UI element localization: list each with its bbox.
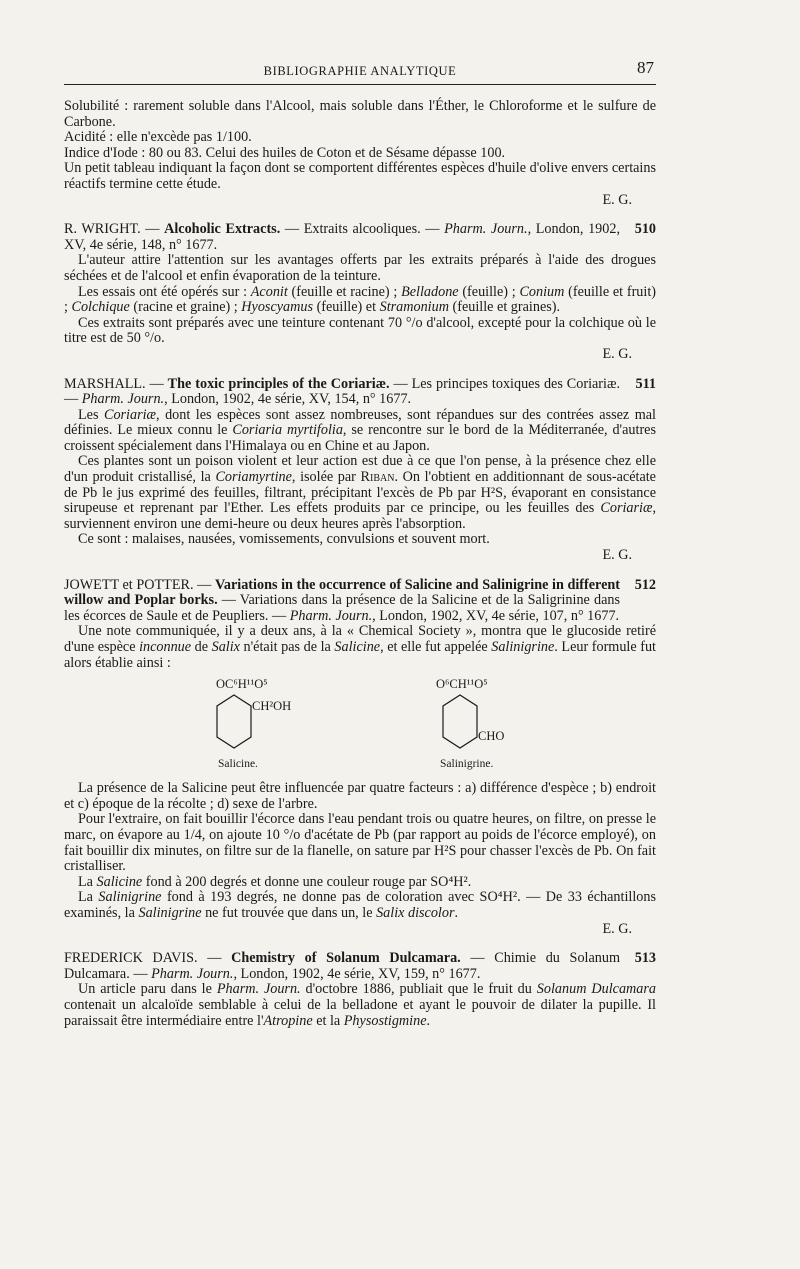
entry-512-journal: Pharm. Journ.	[289, 607, 373, 624]
entry-510-para-1: L'auteur attire l'attention sur les avantages offerts par les extraits préparés à l'aide des drogues séchées et de l'alcool et enfin évaporation de la teinture.	[64, 252, 656, 284]
entry-513-ref: , London, 1902, 4e série, XV, 159, n° 1677.	[233, 965, 481, 982]
entry-511-ref: , London, 1902, 4e série, XV, 154, n° 1677.	[164, 391, 412, 408]
intro-solubility: Solubilité : rarement soluble dans l'Alcool, mais soluble dans l'Éther, le Chloroforme et le sulfure de Carbone.	[64, 98, 656, 130]
entry-511-title: The toxic principles of the Coriariæ.	[167, 375, 390, 392]
salicine-structure	[204, 677, 344, 773]
entry-510-author: R. WRIGHT. —	[64, 221, 160, 238]
entry-512-para-5: La Salinigrine fond à 193 degrés, ne donne pas de coloration avec SO⁴H². — De 33 échantillons examinés, la Salinigrine ne fut trouvée que dans un, le Salix discolor.	[64, 889, 656, 921]
entry-511-journal: Pharm. Journ.	[81, 391, 165, 408]
entry-511	[64, 377, 656, 564]
entry-513-title: Chemistry of Solanum Dulcamara.	[231, 950, 461, 967]
entry-512-para-4: La Salicine fond à 200 degrés et donne une couleur rouge par SO⁴H².	[78, 873, 472, 890]
salinigrine-structure	[436, 677, 576, 773]
intro-continuation	[64, 99, 656, 208]
entry-512-number: 512	[634, 576, 656, 593]
entry-512-para-1: Une note communiquée, il y a deux ans, à la « Chemical Society », montra que le glucoside retiré d'une espèce inconnue de Salix n'était pas de la Salicine, et elle fut appelée Salinigrine. Leur formule fut alors établie ainsi :	[64, 623, 656, 671]
entry-513-author: FREDERICK DAVIS. —	[64, 950, 222, 967]
page-number: 87	[637, 58, 654, 77]
entry-511-signature: E. G.	[602, 547, 632, 564]
entry-510-para-2: Les essais ont été opérés sur : Aconit (feuille et racine) ; Belladone (feuille) ; Conium (feuille et fruit) ; Colchique (racine et graine) ; Hyoscyamus (feuille) et Stramonium (feuille et graines).	[64, 283, 656, 316]
entry-510-heading	[64, 222, 656, 253]
entry-510-para-3: Ces extraits sont préparés avec une teinture contenant 70 °/o d'alcool, excepté pour la colchique où le titre est de 50 °/o.	[64, 314, 656, 347]
intro-table: Un petit tableau indiquant la façon dont se comportent différentes espèces d'huile d'olive envers certains réactifs termine cette étude.	[64, 160, 656, 192]
salinigrine-substituent: CHO	[478, 729, 505, 744]
salicine-formula: OC⁶H¹¹O⁵	[216, 677, 268, 692]
entry-510-ref: , London, 1902, XV, 4e série, 148, n° 1677.	[64, 221, 620, 253]
benzene-ring-icon	[440, 693, 480, 751]
intro-iodine: Indice d'Iode : 80 ou 83. Celui des huiles de Coton et de Sésame dépasse 100.	[64, 144, 506, 161]
entry-512-para-3: Pour l'extraire, on fait bouillir l'écorce dans l'eau pendant trois ou quatre heures, on filtre, on presse le marc, on évapore au 1/4, on ajoute 10 °/o d'acétate de Pb (par rapport au poids de l'écorce employé), on fait bouillir dix minutes, on filtre sur de la flanelle, on sature par H²S pour chasser l'excès de Pb. On fait cristalliser.	[64, 811, 656, 875]
entry-511-subtitle: — Les principes toxiques des Coriariæ. —	[64, 375, 620, 408]
entry-513-number: 513	[634, 950, 656, 967]
entry-510	[64, 222, 656, 362]
entry-510-subtitle: — Extraits alcooliques. —	[280, 221, 445, 238]
entry-512-signature: E. G.	[602, 920, 632, 937]
benzene-ring-icon	[214, 693, 254, 751]
entry-512-subtitle: — Variations dans la présence de la Salicine et de la Saligrinine dans les écorces de Saule et de Peupliers. —	[64, 592, 620, 624]
salicine-label: Salicine.	[218, 758, 258, 771]
entry-512-ref: , London, 1902, XV, 4e série, 107, n° 1677.	[372, 607, 620, 624]
entry-510-title: Alcoholic Extracts.	[164, 221, 281, 238]
entry-510-signature: E. G.	[602, 345, 632, 362]
entry-511-para-3: Ce sont : malaises, nausées, vomissements, convulsions et souvent mort.	[78, 531, 490, 548]
entry-513-para-1: Un article paru dans le Pharm. Journ. d'octobre 1886, publiait que le fruit du Solanum Dulcamara contenait un alcaloïde semblable à celui de la belladone et ayant le pouvoir de dilater la pupille. Il paraissait être intermédiaire entre l'Atropine et la Physostigmine.	[64, 981, 657, 1029]
salicine-substituent: CH²OH	[252, 699, 292, 714]
entry-512	[64, 578, 656, 938]
entry-510-journal: Pharm. Journ.	[444, 221, 528, 238]
intro-acidity: Acidité : elle n'excède pas 1/100.	[64, 129, 252, 146]
salinigrine-label: Salinigrine.	[440, 758, 494, 771]
entry-513-subtitle: — Chimie du Solanum Dulcamara. —	[64, 950, 620, 982]
entry-512-para-2: La présence de la Salicine peut être influencée par quatre facteurs : a) différence d'espèce ; b) endroit et c) époque de la récolte ; d) sexe de l'arbre.	[64, 780, 656, 812]
page	[64, 60, 656, 1029]
entry-513-heading	[64, 951, 656, 982]
entry-511-heading	[64, 377, 656, 408]
entry-513	[64, 951, 656, 1029]
intro-signature: E. G.	[602, 191, 632, 208]
entry-511-author: MARSHALL. —	[64, 375, 164, 392]
structural-formulas	[64, 677, 656, 773]
salinigrine-formula: O⁶CH¹¹O⁵	[436, 677, 488, 692]
header-title: BIBLIOGRAPHIE ANALYTIQUE	[263, 64, 457, 78]
entry-512-author: JOWETT et POTTER. —	[64, 576, 212, 593]
entry-513-journal: Pharm. Journ.	[151, 965, 234, 982]
entry-511-para-2: Ces plantes sont un poison violent et leur action est due à ce que l'on pense, à la présence chez elle d'un produit cristallisé, la Coriamyrtine, isolée par Riban. On l'obtient en additionnant de sous-acétate de Pb le jus exprimé des feuilles, filtrant, précipitant l'excès de Pb par H²S, évaporant en consistance sirupeuse et reprenant par l'Ether. Les effets produits par ce principe, ou les feuilles des Coriariæ, surviennent environ une demi-heure ou deux heures après l'absorption.	[64, 453, 656, 532]
running-header	[64, 60, 656, 85]
entry-511-para-1: Les Coriariæ, dont les espèces sont assez nombreuses, sont répandues sur des contrées assez mal définies. Le mieux connu le Coriaria myrtifolia, se rencontre sur le bord de la Méditerranée, d'autres croissent spécialement dans l'Himalaya ou en Chine et au Japon.	[64, 406, 656, 454]
entry-510-number: 510	[634, 221, 656, 238]
entry-512-title: Variations in the occurrence of Salicine and Salinigrine in different willow and Poplar borks.	[64, 576, 620, 609]
entry-511-number: 511	[635, 375, 656, 392]
entry-512-heading	[64, 578, 656, 625]
